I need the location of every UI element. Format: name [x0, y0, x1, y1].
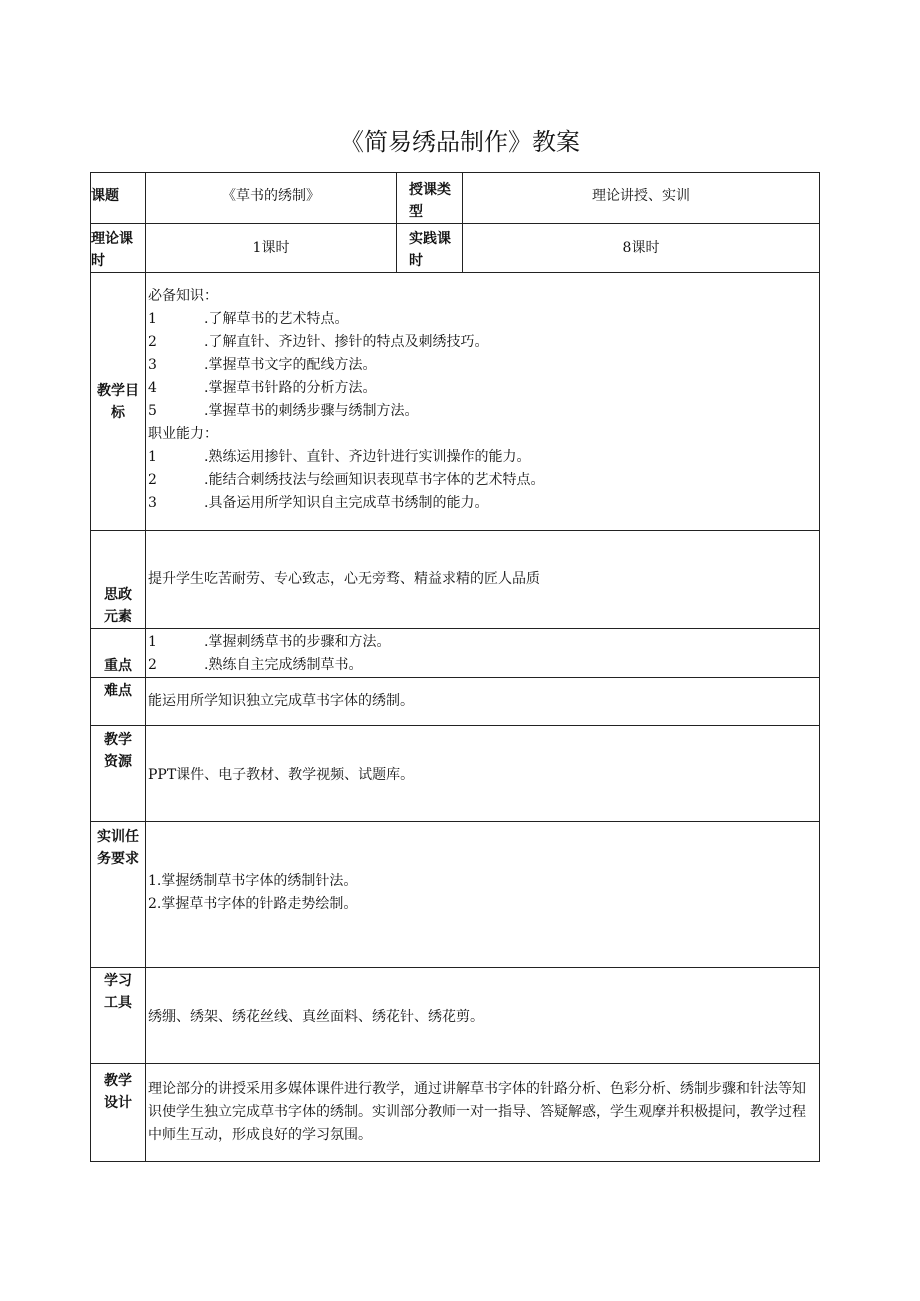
type-value: 理论讲授、实训	[463, 173, 820, 224]
item-text: .掌握刺绣草书的步骤和方法。	[204, 634, 391, 650]
knowledge-item	[148, 400, 817, 423]
difficulty-text: 能运用所学知识独立完成草书字体的绣制。	[146, 678, 820, 726]
item-text: .了解直针、齐边针、掺针的特点及刺绣技巧。	[204, 334, 489, 350]
row-training	[91, 822, 820, 968]
row-design	[91, 1064, 820, 1162]
resources-text: PPT课件、电子教材、教学视频、试题库。	[146, 726, 820, 822]
item-text: .掌握草书针路的分析方法。	[204, 380, 377, 396]
difficulty-label-cell	[91, 678, 146, 726]
key-points-label: 重点	[104, 658, 132, 674]
ideology-label-cell	[91, 531, 146, 629]
item-number: 3	[148, 495, 157, 511]
row-resources	[91, 726, 820, 822]
lesson-plan-table	[90, 172, 820, 1162]
key-points-label-cell	[91, 629, 146, 678]
knowledge-item	[148, 331, 817, 354]
ability-item	[148, 469, 817, 492]
training-label: 实训任务要求	[97, 829, 139, 867]
ideology-label: 思政元素	[104, 587, 132, 625]
ability-heading: 职业能力：	[148, 426, 218, 442]
row-objectives	[91, 273, 820, 531]
knowledge-heading: 必备知识：	[148, 288, 218, 304]
key-point-item	[148, 631, 817, 654]
topic-label-cell	[91, 173, 146, 224]
row-key-points	[91, 629, 820, 678]
training-item: 1.掌握绣制草书字体的绣制针法。	[148, 873, 358, 889]
item-number: 2	[148, 334, 157, 350]
tools-text: 绣绷、绣架、绣花丝线、真丝面料、绣花针、绣花剪。	[146, 968, 820, 1064]
training-content	[146, 822, 820, 968]
key-points-content	[146, 629, 820, 678]
row-hours	[91, 224, 820, 273]
ideology-text: 提升学生吃苦耐劳、专心致志，心无旁骛、精益求精的匠人品质	[146, 531, 820, 629]
objectives-content	[146, 273, 820, 531]
item-text: .能结合刺绣技法与绘画知识表现草书字体的艺术特点。	[204, 472, 545, 488]
training-item: 2.掌握草书字体的针路走势绘制。	[148, 896, 358, 912]
type-label-cell	[397, 173, 463, 224]
item-text: .掌握草书的刺绣步骤与绣制方法。	[204, 403, 419, 419]
item-text: .掌握草书文字的配线方法。	[204, 357, 377, 373]
topic-value: 《草书的绣制》	[146, 173, 397, 224]
knowledge-item	[148, 308, 817, 331]
design-label: 教学设计	[104, 1073, 132, 1111]
tools-label: 学习工具	[104, 973, 132, 1011]
theory-hours-label: 理论课时	[91, 231, 133, 269]
practice-hours-value: 8课时	[463, 224, 820, 273]
row-ideology	[91, 531, 820, 629]
page-title: 《简易绣品制作》教案	[340, 128, 580, 156]
row-tools	[91, 968, 820, 1064]
resources-label-cell	[91, 726, 146, 822]
design-text: 理论部分的讲授采用多媒体课件进行教学，通过讲解草书字体的针路分析、色彩分析、绣制步骤和针法等知识使学生独立完成草书字体的绣制。实训部分教师一对一指导、答疑解惑，学生观摩并积极提问，教学过程中师生互动，形成良好的学习氛围。	[146, 1064, 820, 1162]
practice-hours-label: 实践课时	[409, 231, 451, 269]
item-text: .熟练自主完成绣制草书。	[204, 657, 363, 673]
design-label-cell	[91, 1064, 146, 1162]
item-number: 4	[148, 380, 157, 396]
item-number: 5	[148, 403, 157, 419]
item-number: 1	[148, 449, 157, 465]
practice-hours-label-cell	[397, 224, 463, 273]
theory-hours-label-cell	[91, 224, 146, 273]
key-point-item	[148, 654, 817, 677]
training-label-cell	[91, 822, 146, 968]
knowledge-item	[148, 354, 817, 377]
resources-label: 教学资源	[104, 732, 132, 770]
tools-label-cell	[91, 968, 146, 1064]
item-text: .了解草书的艺术特点。	[204, 311, 349, 327]
item-text: .熟练运用掺针、直针、齐边针进行实训操作的能力。	[204, 449, 531, 465]
type-label: 授课类型	[409, 182, 451, 220]
theory-hours-value: 1课时	[146, 224, 397, 273]
item-text: .具备运用所学知识自主完成草书绣制的能力。	[204, 495, 489, 511]
objectives-label: 教学目标	[97, 382, 139, 421]
difficulty-label: 难点	[104, 683, 132, 699]
item-number: 2	[148, 472, 157, 488]
topic-label: 课题	[91, 188, 119, 204]
ability-item	[148, 492, 817, 515]
row-topic	[91, 173, 820, 224]
row-difficulty	[91, 678, 820, 726]
item-number: 1	[148, 311, 157, 327]
item-number: 3	[148, 357, 157, 373]
knowledge-item	[148, 377, 817, 400]
item-number: 1	[148, 634, 157, 650]
objectives-label-cell	[91, 273, 146, 531]
ability-item	[148, 446, 817, 469]
item-number: 2	[148, 657, 157, 673]
